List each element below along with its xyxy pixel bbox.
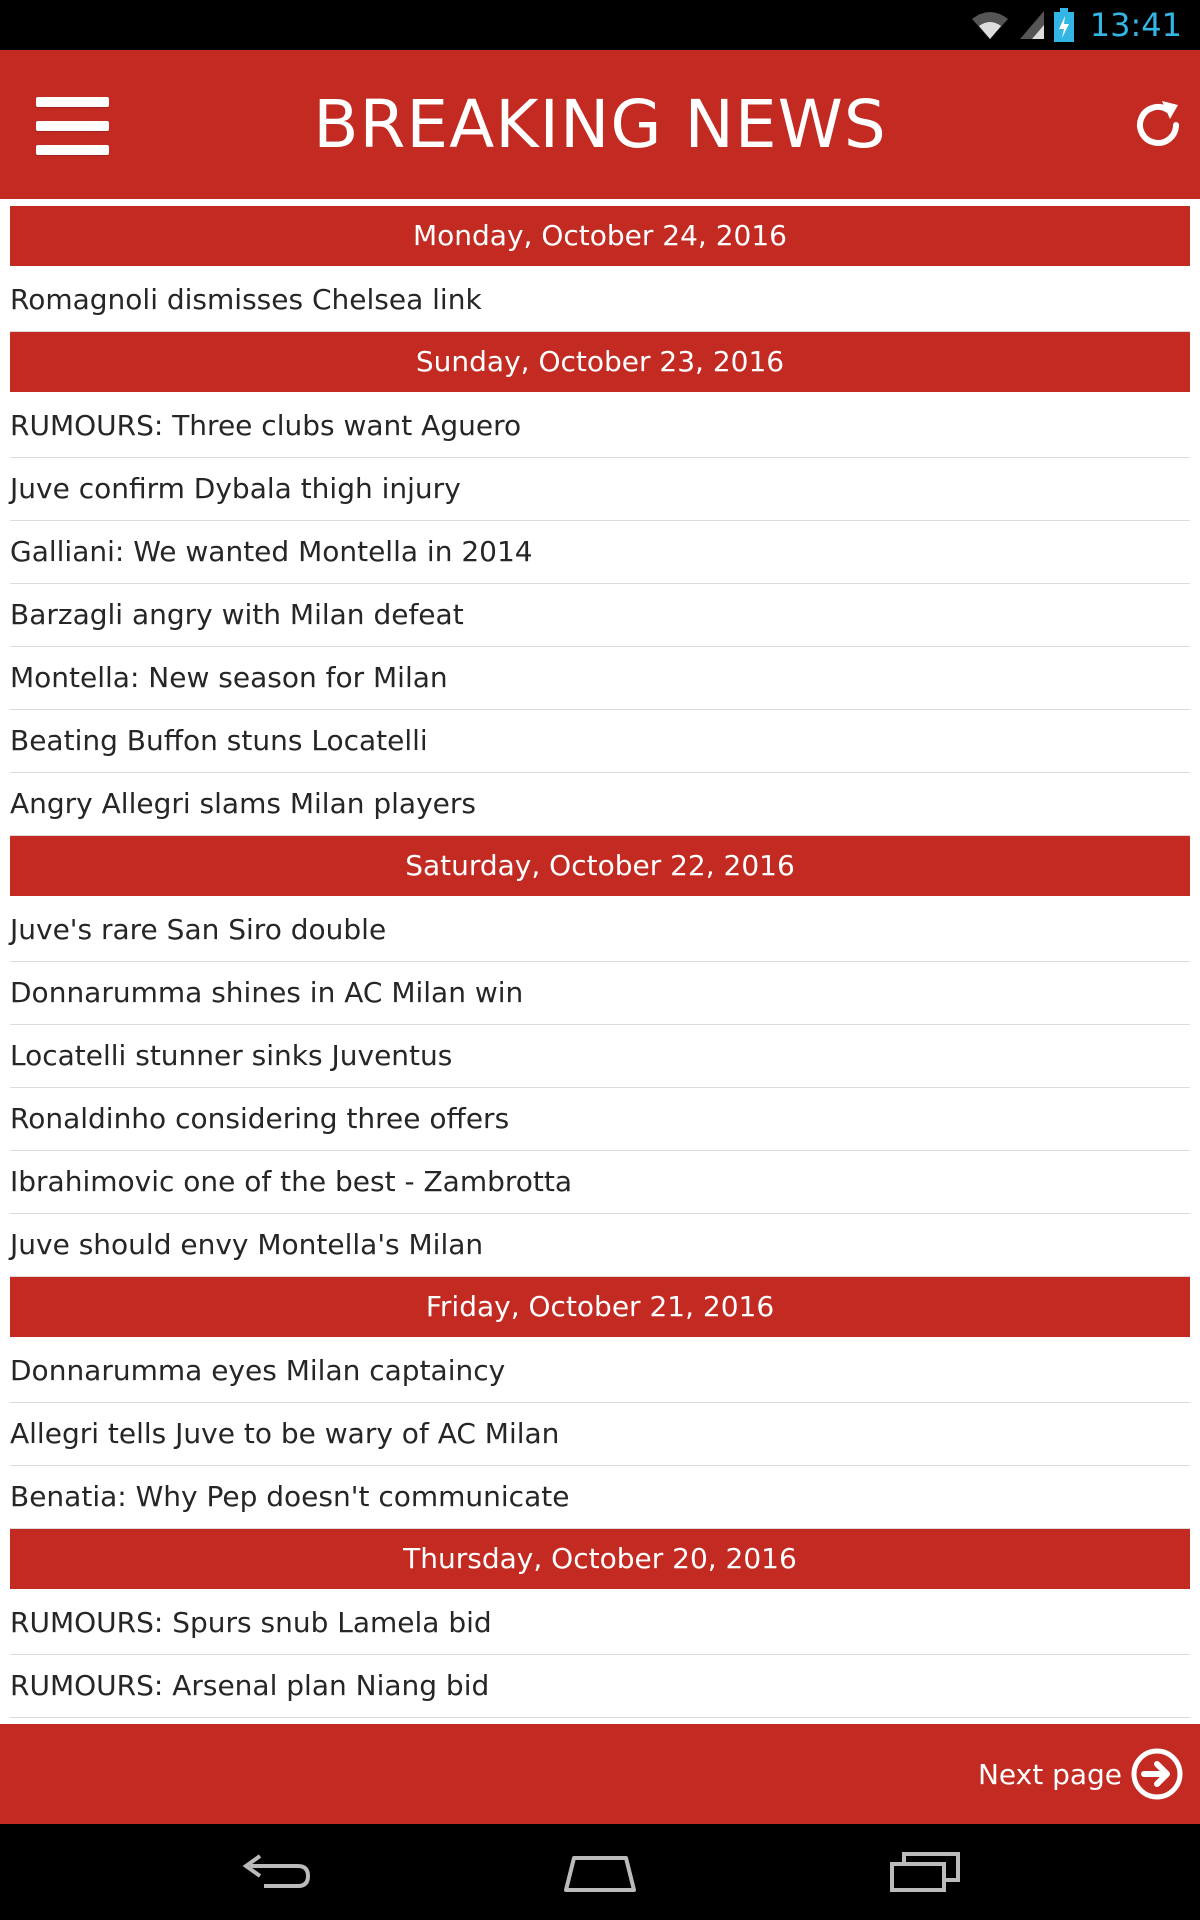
news-item[interactable]: Ronaldinho considering three offers bbox=[10, 1088, 1190, 1151]
news-item[interactable]: Locatelli stunner sinks Juventus bbox=[10, 1025, 1190, 1088]
hamburger-menu-icon[interactable] bbox=[36, 97, 109, 155]
next-page-button[interactable] bbox=[978, 1724, 1184, 1824]
system-nav-bar bbox=[0, 1824, 1200, 1920]
news-item[interactable]: Beating Buffon stuns Locatelli bbox=[10, 710, 1190, 773]
date-header: Monday, October 24, 2016 bbox=[10, 206, 1190, 266]
news-item[interactable]: Barzagli angry with Milan defeat bbox=[10, 584, 1190, 647]
status-icons bbox=[970, 0, 1182, 50]
status-bar bbox=[0, 0, 1200, 50]
news-item[interactable]: RUMOURS: Three clubs want Aguero bbox=[10, 395, 1190, 458]
arrow-right-circle-icon bbox=[1130, 1747, 1184, 1801]
footer-bar bbox=[0, 1724, 1200, 1824]
status-clock: 13:41 bbox=[1089, 6, 1182, 44]
page-title: BREAKING NEWS bbox=[313, 86, 887, 163]
news-list bbox=[10, 206, 1190, 1718]
home-icon[interactable] bbox=[560, 1842, 640, 1902]
date-header: Thursday, October 20, 2016 bbox=[10, 1529, 1190, 1589]
news-item[interactable]: Benatia: Why Pep doesn't communicate bbox=[10, 1466, 1190, 1529]
next-page-label: Next page bbox=[977, 1757, 1122, 1791]
news-item[interactable]: RUMOURS: Spurs snub Lamela bid bbox=[10, 1592, 1190, 1655]
news-item[interactable]: Allegri tells Juve to be wary of AC Milan bbox=[10, 1403, 1190, 1466]
date-header: Friday, October 21, 2016 bbox=[10, 1277, 1190, 1337]
app-header bbox=[0, 50, 1200, 199]
news-item[interactable]: Galliani: We wanted Montella in 2014 bbox=[10, 521, 1190, 584]
news-item[interactable]: Donnarumma shines in AC Milan win bbox=[10, 962, 1190, 1025]
news-item[interactable]: Donnarumma eyes Milan captaincy bbox=[10, 1340, 1190, 1403]
news-item[interactable]: Juve confirm Dybala thigh injury bbox=[10, 458, 1190, 521]
recent-apps-icon[interactable] bbox=[884, 1842, 964, 1902]
wifi-icon bbox=[970, 9, 1010, 41]
news-item[interactable]: Juve's rare San Siro double bbox=[10, 899, 1190, 962]
news-item[interactable]: Angry Allegri slams Milan players bbox=[10, 773, 1190, 836]
news-item[interactable]: RUMOURS: Arsenal plan Niang bid bbox=[10, 1655, 1190, 1718]
battery-charging-icon bbox=[1054, 8, 1074, 42]
date-header: Saturday, October 22, 2016 bbox=[10, 836, 1190, 896]
news-item[interactable]: Romagnoli dismisses Chelsea link bbox=[10, 269, 1190, 332]
news-item[interactable]: Ibrahimovic one of the best - Zambrotta bbox=[10, 1151, 1190, 1214]
date-header: Sunday, October 23, 2016 bbox=[10, 332, 1190, 392]
signal-icon bbox=[1018, 9, 1046, 41]
news-item[interactable]: Juve should envy Montella's Milan bbox=[10, 1214, 1190, 1277]
refresh-icon[interactable] bbox=[1130, 97, 1186, 153]
news-item[interactable]: Montella: New season for Milan bbox=[10, 647, 1190, 710]
back-icon[interactable] bbox=[236, 1842, 316, 1902]
